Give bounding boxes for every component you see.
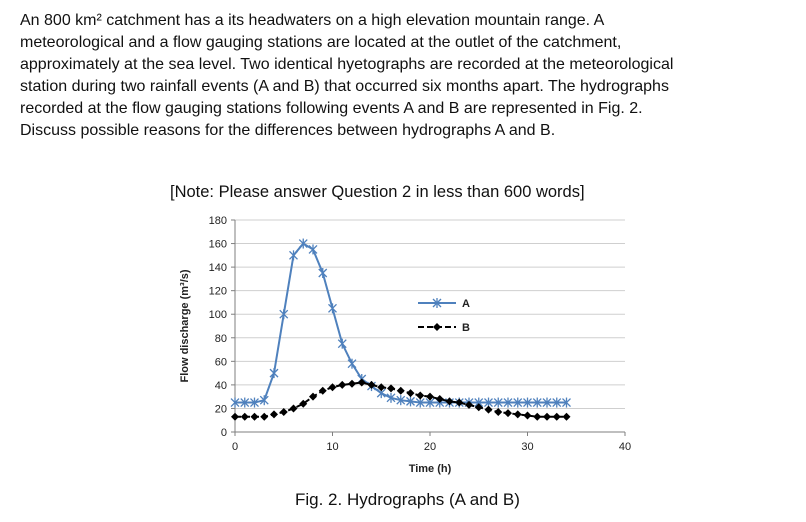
series-b-point (338, 381, 346, 389)
x-tick-label: 40 (618, 441, 632, 453)
legend-label: A (462, 298, 470, 310)
series-b-point (251, 413, 259, 421)
series-a-point (329, 303, 337, 313)
series-b-point (504, 409, 512, 417)
y-tick-label: 140 (208, 262, 227, 275)
series-b-point (416, 391, 424, 399)
series-a-point (309, 244, 317, 254)
series-b-point (543, 413, 551, 421)
series-b-point (231, 413, 239, 421)
chart-svg (160, 210, 640, 480)
x-tick-label: 0 (231, 441, 239, 453)
series-b-point (485, 406, 493, 414)
y-tick-label: 0 (220, 427, 227, 439)
question-line-1: An 800 km² catchment has a its headwaters on a high elevation mountain range. A (20, 12, 605, 29)
y-tick-label: 180 (208, 215, 227, 227)
x-tick-label: 10 (326, 441, 339, 453)
series-b-point (348, 380, 356, 388)
legend-marker (433, 323, 441, 331)
series-b-point (241, 413, 249, 421)
series-b-point (494, 408, 502, 416)
y-axis-title: Flow discharge (m³/s) (179, 269, 191, 383)
question-line-5: recorded at the flow gauging stations following events A and B are represented in Fig. 2. (20, 100, 643, 117)
y-tick-label: 80 (214, 332, 227, 345)
question-text (20, 10, 778, 142)
series-a-point (290, 250, 298, 260)
y-tick-label: 160 (208, 238, 227, 251)
y-tick-label: 100 (208, 309, 227, 322)
series-b-point (387, 384, 395, 392)
legend-label: B (462, 322, 470, 334)
x-tick-label: 20 (423, 441, 437, 453)
series-b-point (280, 408, 288, 416)
hydrograph-chart (160, 210, 640, 480)
series-b-point (553, 413, 561, 421)
legend-item-b (418, 322, 470, 334)
series-a-point (270, 368, 278, 378)
series-b-point (446, 397, 454, 405)
series-b-point (290, 404, 298, 412)
question-line-6: Discuss possible reasons for the differences between hydrographs A and B. (20, 122, 556, 139)
series-b-point (533, 413, 541, 421)
series-b-point (270, 410, 278, 418)
series-b-point (563, 413, 571, 421)
legend-item-a (418, 298, 470, 310)
series-a-point (319, 268, 327, 278)
x-tick-label: 30 (521, 441, 534, 453)
word-limit-note: [Note: Please answer Question 2 in less than 600 words] (170, 183, 585, 201)
series-b-point (407, 389, 415, 397)
question-line-3: approximately at the sea level. Two identical hyetographs are recorded at the meteorological (20, 56, 674, 73)
series-b-point (524, 412, 532, 420)
series-b-point (514, 410, 522, 418)
series-b-point (397, 387, 405, 395)
y-tick-label: 20 (214, 403, 227, 416)
series-b-point (260, 413, 268, 421)
question-line-2: meteorological and a flow gauging stations are located at the outlet of the catchment, (20, 34, 622, 51)
series-a-point (348, 359, 356, 369)
figure-caption: Fig. 2. Hydrographs (A and B) (295, 490, 520, 509)
y-tick-label: 120 (208, 285, 227, 298)
y-tick-label: 60 (214, 356, 227, 369)
question-line-4: station during two rainfall events (A and B) that occurred six months apart. The hydrographs (20, 78, 669, 95)
x-axis-title: Time (h) (408, 463, 452, 475)
series-a-point (338, 339, 346, 349)
y-tick-label: 40 (214, 379, 227, 392)
